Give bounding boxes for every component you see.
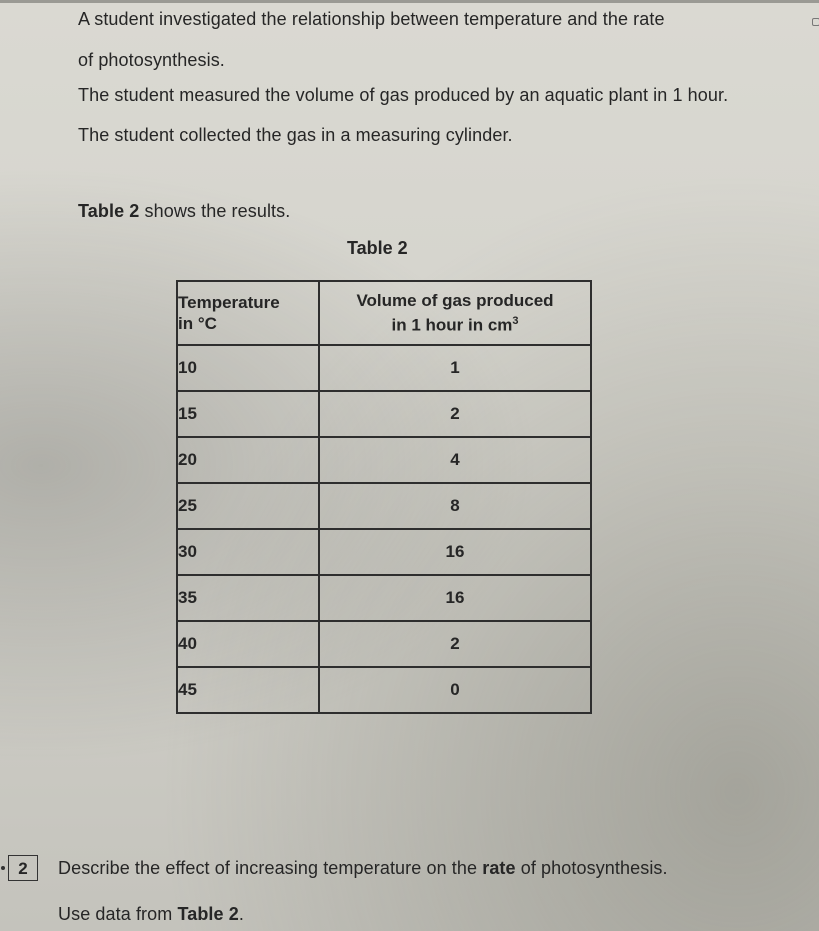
- table-caption: Table 2: [347, 238, 408, 258]
- volume-cell: 1: [319, 345, 591, 391]
- results-table: [176, 280, 592, 714]
- temperature-cell: 40: [177, 621, 319, 667]
- instruction-bold: Table 2: [177, 904, 239, 924]
- question-dot: [1, 866, 5, 870]
- intro-line-5-text: shows the results.: [139, 201, 291, 221]
- page-top-rule: [0, 0, 819, 3]
- volume-cell: 16: [319, 575, 591, 621]
- question-number-box: 2: [8, 855, 38, 881]
- table-row: [177, 575, 591, 621]
- temperature-cell: 15: [177, 391, 319, 437]
- intro-line-1: A student investigated the relationship between temperature and the rate: [78, 9, 665, 29]
- volume-cell: 4: [319, 437, 591, 483]
- instruction-pre: Use data from: [58, 904, 178, 924]
- intro-line-5: [78, 200, 290, 222]
- volume-cell: 0: [319, 667, 591, 713]
- table-row: [177, 667, 591, 713]
- header-volume: [319, 281, 591, 345]
- volume-cell: 8: [319, 483, 591, 529]
- temperature-cell: 10: [177, 345, 319, 391]
- temperature-cell: 25: [177, 483, 319, 529]
- table-row: [177, 345, 591, 391]
- header-temperature: [177, 281, 319, 345]
- volume-cell: 16: [319, 529, 591, 575]
- table-row: [177, 483, 591, 529]
- table-row: [177, 437, 591, 483]
- header-volume-line2: in 1 hour in cm: [391, 315, 513, 335]
- volume-cell: 2: [319, 391, 591, 437]
- intro-line-3: The student measured the volume of gas produced by an aquatic plant in 1 hour.: [78, 85, 729, 105]
- intro-line-4: The student collected the gas in a measuring cylinder.: [78, 125, 513, 145]
- question-text: [58, 857, 668, 879]
- instruction-post: .: [238, 904, 244, 924]
- table-row: [177, 529, 591, 575]
- table-row: [177, 621, 591, 667]
- table-row: [177, 391, 591, 437]
- header-temperature-line1: Temperature: [178, 293, 280, 312]
- table-reference: Table 2: [78, 201, 140, 221]
- question-instruction: [58, 903, 244, 925]
- corner-mark: [812, 18, 819, 26]
- question-text-post: of photosynthesis.: [515, 858, 668, 878]
- temperature-cell: 20: [177, 437, 319, 483]
- question-text-bold: rate: [482, 858, 516, 878]
- intro-line-2: of photosynthesis.: [78, 50, 225, 70]
- temperature-cell: 30: [177, 529, 319, 575]
- header-temperature-line2: in °C: [178, 314, 217, 333]
- table-header-row: [177, 281, 591, 345]
- question-text-pre: Describe the effect of increasing temperature on the: [58, 858, 483, 878]
- header-volume-superscript: 3: [512, 315, 519, 328]
- temperature-cell: 45: [177, 667, 319, 713]
- temperature-cell: 35: [177, 575, 319, 621]
- header-volume-line1: Volume of gas produced: [356, 291, 554, 311]
- volume-cell: 2: [319, 621, 591, 667]
